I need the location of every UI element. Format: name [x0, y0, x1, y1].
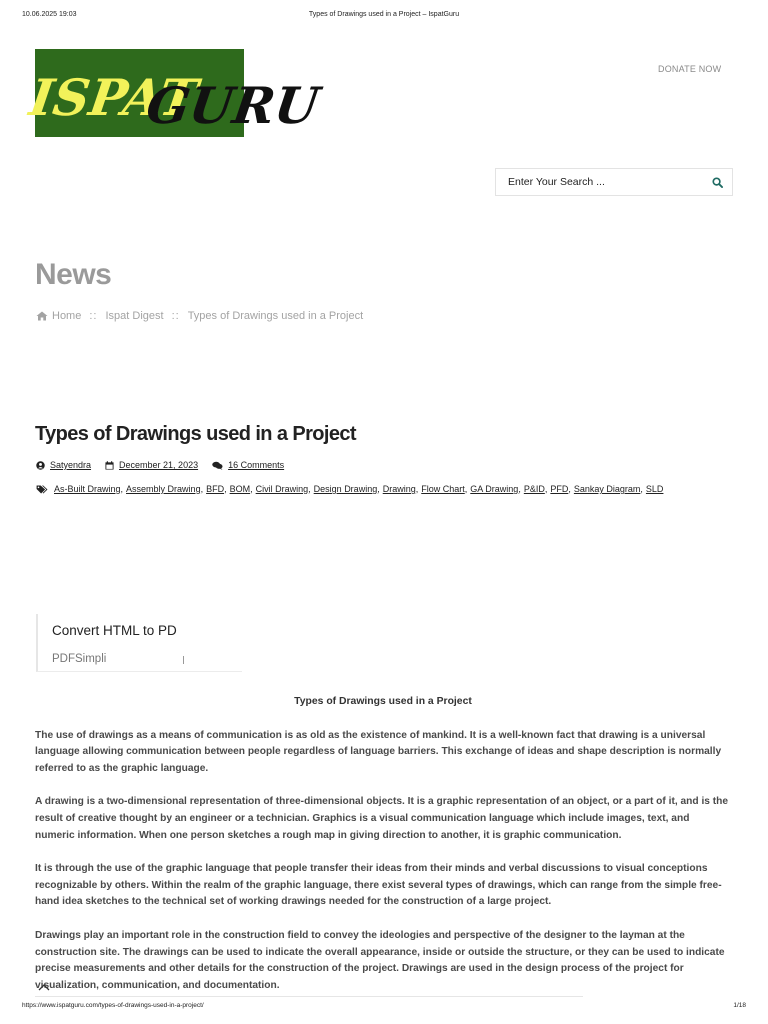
- logo-wordmark: [26, 49, 323, 137]
- scroll-to-top-button[interactable]: [38, 983, 50, 991]
- tag-link[interactable]: As-Built Drawing: [54, 484, 121, 494]
- paragraph: The use of drawings as a means of communication is as old as the existence of mankind. It is a well-known fact that drawing is a universal language allowing communication between people regardless of language barriers. This exchange of ideas and shape description is normally referred to as the graphic language.: [35, 729, 722, 774]
- tag-separator: ,: [464, 484, 468, 494]
- section-title: News: [35, 258, 112, 291]
- tag-link[interactable]: Drawing: [382, 484, 416, 494]
- tag-link[interactable]: Sankay Diagram: [573, 484, 641, 494]
- search-box: [495, 168, 733, 196]
- home-icon: [36, 311, 48, 321]
- comments-icon: [212, 461, 223, 470]
- ad-banner[interactable]: [36, 614, 242, 672]
- print-timestamp: 10.06.2025 19:03: [22, 11, 77, 18]
- tag-separator: ,: [250, 484, 253, 494]
- tag-separator: ,: [377, 484, 380, 494]
- tag-link[interactable]: SLD: [645, 484, 664, 494]
- post-meta: [36, 460, 298, 470]
- paragraph: A drawing is a two-dimensional representation of three-dimensional objects. It is a graphic representation of an object, or a part of it, and is the result of creative thought by an engineer or a technician. Graphics is a visual communication language which include images, text, and numeric information. When one person sketches a rough map in giving direction to another, it is graphic communication.: [35, 796, 729, 841]
- breadcrumb-current: Types of Drawings used in a Project: [187, 310, 364, 322]
- tag-separator: ,: [120, 484, 124, 494]
- tag-link[interactable]: Civil Drawing: [255, 484, 309, 494]
- donate-now-link[interactable]: DONATE NOW: [658, 64, 722, 74]
- chevron-up-icon: [38, 983, 50, 991]
- author-link[interactable]: Satyendra: [50, 460, 92, 470]
- logo-ispat-text: ISPAT: [26, 68, 201, 127]
- tag-link[interactable]: Assembly Drawing: [126, 484, 201, 494]
- breadcrumb-separator: ::: [171, 310, 180, 322]
- comments-link[interactable]: 16 Comments: [228, 460, 285, 470]
- tag-link[interactable]: BOM: [229, 484, 251, 494]
- meta-comments: [212, 460, 284, 470]
- tag-link[interactable]: PFD: [550, 484, 569, 494]
- content-heading: Types of Drawings used in a Project: [294, 696, 472, 707]
- post-tags: [36, 484, 663, 494]
- breadcrumb: [36, 310, 363, 322]
- print-page-title: Types of Drawings used in a Project – IspatGuru: [308, 11, 460, 18]
- tag-link[interactable]: Design Drawing: [313, 484, 378, 494]
- tag-link[interactable]: GA Drawing: [470, 484, 519, 494]
- paragraph: Drawings play an important role in the construction field to convey the ideologies and perspective of the designer to the layman at the construction site. The drawings can be used to indicate the overall appearance, inside or outside the structure, or they can be used to indicate precise measurements and other details for the construction of the project. Drawings are used in the design process of the project for visualization, communication, and documentation.: [35, 929, 725, 991]
- logo-guru-text: GURU: [142, 76, 323, 135]
- ad-divider: [183, 656, 184, 664]
- divider: [35, 996, 583, 997]
- tag-separator: ,: [640, 484, 643, 494]
- post-title: Types of Drawings used in a Project: [35, 423, 356, 445]
- ad-title: Convert HTML to PD: [52, 623, 177, 638]
- tag-separator: ,: [544, 484, 548, 494]
- print-page-number: 1/18: [733, 1002, 746, 1009]
- meta-author: [36, 460, 91, 470]
- site-logo[interactable]: [26, 49, 323, 137]
- search-icon: [712, 177, 723, 188]
- breadcrumb-ispat-digest[interactable]: Ispat Digest: [105, 310, 164, 322]
- calendar-icon: [105, 461, 114, 470]
- tag-separator: ,: [200, 484, 204, 494]
- tag-link[interactable]: P&ID: [523, 484, 545, 494]
- tag-link[interactable]: BFD: [206, 484, 225, 494]
- tag-separator: ,: [224, 484, 227, 494]
- print-url: https://www.ispatguru.com/types-of-drawings-used-in-a-project/: [22, 1002, 204, 1009]
- meta-date: [105, 460, 198, 470]
- breadcrumb-separator: ::: [89, 310, 98, 322]
- search-input[interactable]: [496, 169, 701, 195]
- tag-separator: ,: [415, 484, 419, 494]
- date-link[interactable]: December 21, 2023: [119, 460, 199, 470]
- tag-link[interactable]: Flow Chart: [421, 484, 465, 494]
- article-content: [35, 694, 731, 1011]
- tags-icon: [36, 485, 48, 494]
- tag-list: [54, 484, 663, 494]
- breadcrumb-home[interactable]: Home: [52, 310, 82, 322]
- tag-separator: ,: [308, 484, 311, 494]
- ad-brand: PDFSimpli: [52, 653, 107, 665]
- tag-separator: ,: [518, 484, 521, 494]
- search-button[interactable]: [702, 169, 732, 195]
- tag-separator: ,: [568, 484, 571, 494]
- paragraph: It is through the use of the graphic language that people transfer their ideas from their minds and verbal discussions to visual conceptions recognizable by others. Within the realm of the graphic language, there exist several types of drawings, which can range from the simple free-hand idea sketches to the technical set of working drawings needed for the construction of a large project.: [35, 863, 722, 908]
- user-circle-icon: [36, 461, 45, 470]
